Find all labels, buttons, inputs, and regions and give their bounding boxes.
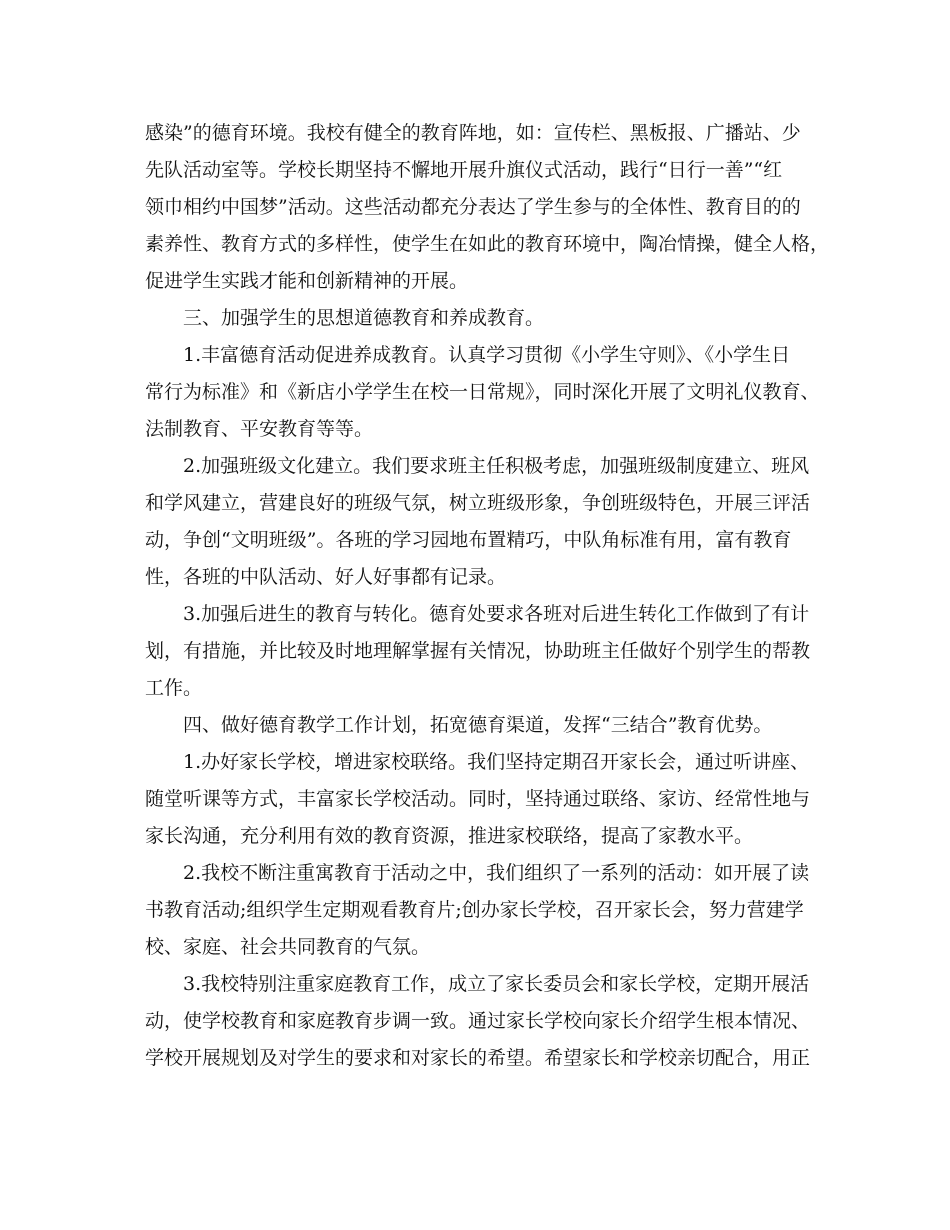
text-line: 家长沟通，充分利用有效的教育资源，推进家校联络，提高了家教水平。: [145, 825, 754, 847]
text-line: 工作。: [145, 677, 203, 699]
text-line: 素养性、教育方式的多样性，使学生在如此的教育环境中，陶冶情操，健全人格，: [145, 233, 830, 255]
text-line: 先队活动室等。学校长期坚持不懈地开展升旗仪式活动，践行“日行一善”“红: [145, 159, 783, 181]
text-line: 3.加强后进生的教育与转化。德育处要求各班对后进生转化工作做到了有计: [183, 603, 810, 625]
text-line: 2.加强班级文化建立。我们要求班主任积极考虑，加强班级制度建立、班风: [183, 455, 810, 477]
section-heading: 四、做好德育教学工作计划，拓宽德育渠道，发挥“三结合”教育优势。: [183, 714, 773, 736]
text-line: 校、家庭、社会共同教育的气氛。: [145, 936, 431, 958]
text-line: 划，有措施，并比较及时地理解掌握有关情况，协助班主任做好个别学生的帮教: [145, 640, 811, 662]
text-line: 2.我校不断注重寓教育于活动之中，我们组织了一系列的活动：如开展了读: [183, 862, 810, 884]
text-line: 领巾相约中国梦”活动。这些活动都充分表达了学生参与的全体性、教育目的的: [145, 196, 801, 218]
text-line: 1.丰富德育活动促进养成教育。认真学习贯彻《小学生守则》、《小学生日: [183, 344, 791, 366]
text-line: 促进学生实践才能和创新精神的开展。: [145, 270, 469, 292]
text-line: 法制教育、平安教育等等。: [145, 418, 374, 440]
text-line: 书教育活动;组织学生定期观看教育片;创办家长学校，召开家长会，努力营建学: [145, 899, 804, 921]
text-line: 动，争创“文明班级”。各班的学习园地布置精巧，中队角标准有用，富有教育: [145, 529, 792, 551]
document-body: [145, 115, 830, 1077]
text-line: 3.我校特别注重家庭教育工作，成立了家长委员会和家长学校，定期开展活: [183, 973, 810, 995]
section-heading: 三、加强学生的思想道德教育和养成教育。: [183, 307, 545, 329]
text-line: 学校开展规划及对学生的要求和对家长的希望。希望家长和学校亲切配合，用正: [145, 1047, 811, 1069]
text-line: 感染”的德育环境。我校有健全的教育阵地，如：宣传栏、黑板报、广播站、少: [145, 122, 801, 144]
text-line: 随堂听课等方式，丰富家长学校活动。同时，坚持通过联络、家访、经常性地与: [145, 788, 811, 810]
text-line: 和学风建立，营建良好的班级气氛，树立班级形象，争创班级特色，开展三评活: [145, 492, 811, 514]
text-line: 性，各班的中队活动、好人好事都有记录。: [145, 566, 507, 588]
text-line: 动，使学校教育和家庭教育步调一致。通过家长学校向家长介绍学生根本情况、: [145, 1010, 811, 1032]
text-line: 1.办好家长学校，增进家校联络。我们坚持定期召开家长会，通过听讲座、: [183, 751, 810, 773]
text-line: 常行为标准》和《新店小学学生在校一日常规》，同时深化开展了文明礼仪教育、: [145, 381, 820, 403]
